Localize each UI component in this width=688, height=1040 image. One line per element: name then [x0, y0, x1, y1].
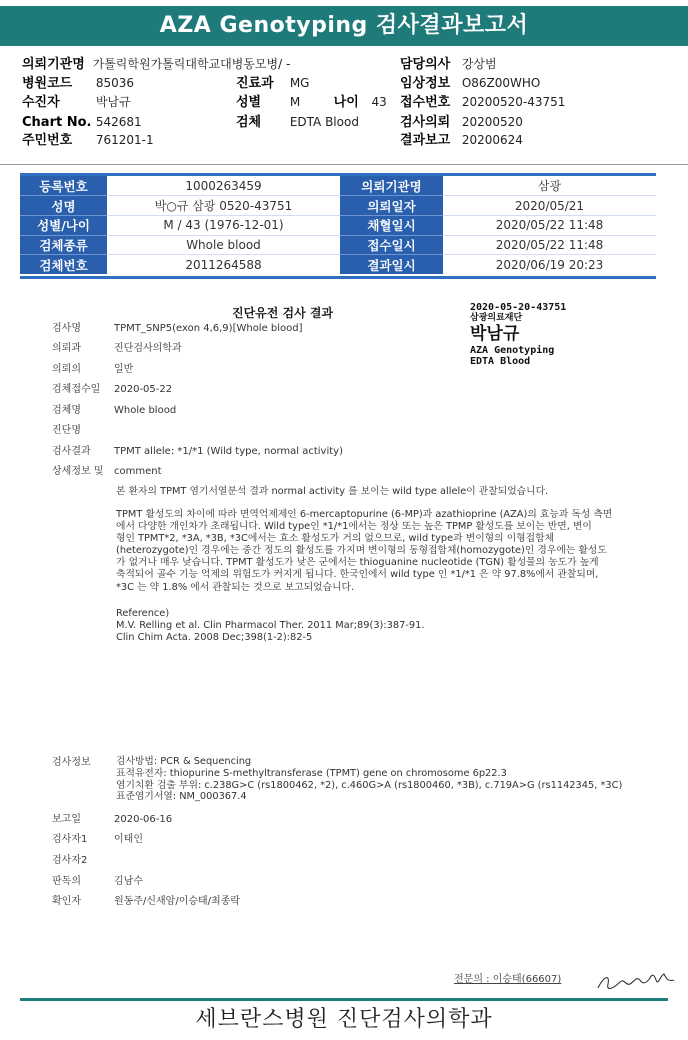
row-value: TPMT allele: *1/*1 (Wild type, normal activity) — [114, 446, 343, 457]
result-section-title: 진단유전 검사 결과 — [232, 306, 334, 320]
summary-value: 2011264588 — [107, 255, 340, 275]
row-label: 의뢰과 — [52, 343, 81, 354]
req-org-row — [22, 55, 290, 74]
summary-table — [20, 173, 656, 279]
row-label: 검체명 — [52, 405, 81, 416]
req-date-label: 검사의뢰 — [400, 115, 451, 130]
summary-value: 박○규 삼광 0520-43751 — [107, 196, 340, 216]
comment-line: *3C 는 약 1.8% 에서 관찰되는 것으로 보고되었습니다. — [116, 581, 355, 593]
stamp-accession: 2020-05-20-43751 — [470, 302, 567, 313]
summary-row — [20, 235, 656, 255]
row-label: 보고일 — [52, 814, 81, 825]
chart-row — [22, 113, 142, 132]
summary-value: 2020/05/21 — [443, 196, 656, 216]
summary-key: 결과일시 — [340, 255, 443, 275]
footer-divider — [20, 998, 668, 1001]
req-date-value: 20200520 — [461, 115, 523, 129]
header-divider — [0, 164, 688, 165]
row-label: 검사명 — [52, 323, 81, 334]
hosp-code-value: 85036 — [95, 76, 135, 90]
row-label: 확인자 — [52, 896, 81, 907]
chart-value: 542681 — [95, 115, 142, 129]
summary-key: 검체종류 — [20, 235, 107, 255]
summary-value: 삼광 — [443, 176, 656, 196]
sex-row — [236, 93, 387, 112]
hospital-department-footer: 세브란스병원 진단검사의학과 — [195, 1007, 493, 1032]
method-line: 표적유전자: thiopurine S-methyltransferase (TPMT) gene on chromosome 6p22.3 — [116, 767, 507, 779]
summary-key: 성명 — [20, 196, 107, 216]
req-org-label: 의뢰기관명 — [22, 57, 85, 72]
patient-label: 수진자 — [22, 95, 60, 110]
summary-value: 2020/05/22 11:48 — [443, 235, 656, 255]
req-date-row — [400, 113, 523, 132]
report-date-label: 결과보고 — [400, 133, 451, 148]
summary-value: M / 43 (1976-12-01) — [107, 215, 340, 235]
row-value: 이태인 — [114, 834, 143, 845]
row-label: 의뢰의 — [52, 364, 81, 375]
stamp-specimen: EDTA Blood — [470, 356, 531, 367]
specimen-label: 검체 — [236, 115, 262, 130]
doctor-label: 담당의사 — [400, 57, 451, 72]
method-block — [116, 756, 622, 803]
dept-value: MG — [289, 76, 310, 90]
method-label: 검사정보 — [52, 757, 91, 768]
comment-line: 형인 TPMT*2, *3A, *3B, *3C에서는 효소 활성도가 거의 없으므로, wild type과 변이형의 이형접합체 — [116, 533, 555, 545]
clinical-value: O86Z00WHO — [461, 76, 541, 90]
hosp-code-row — [22, 74, 134, 93]
row-value: 2020-06-16 — [114, 814, 173, 825]
summary-key: 의뢰일자 — [340, 196, 443, 216]
doctor-row — [400, 55, 497, 74]
row-value: 김남수 — [114, 876, 143, 887]
dept-label: 진료과 — [236, 76, 274, 91]
age-label: 나이 — [333, 95, 359, 110]
specimen-stamp — [470, 302, 640, 367]
reference-title: Reference) — [116, 608, 170, 619]
reference-block — [116, 608, 425, 644]
row-label: 판독의 — [52, 876, 81, 887]
sex-label: 성별 — [236, 95, 262, 110]
accession-label: 접수번호 — [400, 95, 451, 110]
accession-value: 20200520-43751 — [461, 95, 566, 109]
clinical-row — [400, 74, 540, 93]
comment-line: 축적되어 골수 기능 억제의 위험도가 커지게 됩니다. 한국인에서 wild type 인 *1/*1 은 약 97.8%에서 관찰되며, — [116, 569, 599, 581]
summary-key: 성별/나이 — [20, 215, 107, 235]
comment-line: TPMT 활성도의 차이에 따라 면역억제제인 6-mercaptopurine (6-MP)과 azathioprine (AZA)의 효능과 독성 측면 — [116, 509, 613, 520]
stamp-test: AZA Genotyping — [470, 345, 555, 356]
summary-row — [20, 176, 656, 196]
comment-body — [116, 509, 612, 594]
row-value: 2020-05-22 — [114, 384, 173, 395]
summary-value: 1000263459 — [107, 176, 340, 196]
report-title: AZA Genotyping 검사결과보고서 — [0, 6, 688, 46]
method-line: 표준염기서열: NM_000367.4 — [116, 791, 247, 803]
resident-row — [22, 131, 154, 150]
reference-item: M.V. Relling et al. Clin Pharmacol Ther. 2011 Mar;89(3):387-91. — [116, 620, 425, 632]
row-value: comment — [114, 466, 162, 477]
specimen-row — [236, 113, 359, 132]
row-label: 검체접수일 — [52, 384, 101, 395]
row-value: 일반 — [114, 364, 134, 375]
chart-label: Chart No. — [22, 115, 92, 130]
signer-label: 전문의 : 이승태(66607) — [454, 974, 562, 985]
summary-value: 2020/06/19 20:23 — [443, 255, 656, 275]
stamp-patient-name: 박남규 — [470, 324, 520, 344]
summary-key: 등록번호 — [20, 176, 107, 196]
row-value: Whole blood — [114, 405, 177, 416]
summary-value: Whole blood — [107, 235, 340, 255]
summary-key: 채혈일시 — [340, 215, 443, 235]
row-label: 진단명 — [52, 425, 81, 436]
comment-line: 에서 다양한 개인차가 초래됩니다. Wild type인 *1/*1에서는 정상 또는 높은 TPMP 활성도를 보이는 반면, 변이 — [116, 521, 592, 533]
comment-line: (heterozygote)인 경우에는 중간 정도의 활성도를 가지며 변이형의 동형접합체(homozygote)인 경우에는 활성도 — [116, 545, 607, 557]
patient-row — [22, 93, 131, 112]
resident-label: 주민번호 — [22, 133, 73, 148]
summary-row — [20, 196, 656, 216]
row-value: TPMT_SNP5(exon 4,6,9)[Whole blood] — [114, 323, 303, 334]
specimen-value: EDTA Blood — [289, 115, 359, 129]
reference-item: Clin Chim Acta. 2008 Dec;398(1-2):82-5 — [116, 632, 313, 644]
comment-line: 가 없거나 매우 낮습니다. TPMT 활성도가 낮은 군에서는 thioguanine nucleotide (TGN) 활성물의 농도가 높게 — [116, 557, 599, 569]
summary-row — [20, 215, 656, 235]
row-label: 검사자1 — [52, 834, 88, 845]
signature-image — [594, 966, 678, 996]
row-value: 원동주/신새암/이승태/최종락 — [114, 896, 241, 907]
comment-summary: 본 환자의 TPMT 염기서열분석 결과 normal activity 를 보이는 wild type allele이 관찰되었습니다. — [116, 486, 549, 497]
accession-row — [400, 93, 565, 112]
sex-value: M — [289, 95, 301, 109]
row-label: 검사결과 — [52, 446, 91, 457]
doctor-value: 강상범 — [461, 57, 497, 71]
summary-key: 검체번호 — [20, 255, 107, 275]
row-value: 진단검사의학과 — [114, 343, 182, 354]
row-label: 상세정보 및 — [52, 466, 104, 477]
summary-key: 접수일시 — [340, 235, 443, 255]
req-org-value: 가톨릭학원가톨릭대학교대병동모병/ - — [92, 57, 291, 71]
report-date-row — [400, 131, 523, 150]
summary-row — [20, 255, 656, 275]
dept-row — [236, 74, 309, 93]
method-line: 염기치환 검출 부위: c.238G>C (rs1800462, *2), c.460G>A (rs1800460, *3B), c.719A>G (rs1142345, *3C) — [116, 779, 623, 791]
clinical-label: 임상정보 — [400, 76, 451, 91]
summary-key: 의뢰기관명 — [340, 176, 443, 196]
summary-value: 2020/05/22 11:48 — [443, 215, 656, 235]
row-label: 검사자2 — [52, 855, 88, 866]
age-value: 43 — [371, 95, 387, 109]
hosp-code-label: 병원코드 — [22, 76, 73, 91]
method-line: 검사방법: PCR & Sequencing — [116, 756, 252, 767]
resident-value: 761201-1 — [95, 133, 154, 147]
report-date-value: 20200624 — [461, 133, 523, 147]
stamp-org: 삼광의료재단 — [470, 313, 523, 323]
patient-value: 박남규 — [95, 95, 131, 109]
